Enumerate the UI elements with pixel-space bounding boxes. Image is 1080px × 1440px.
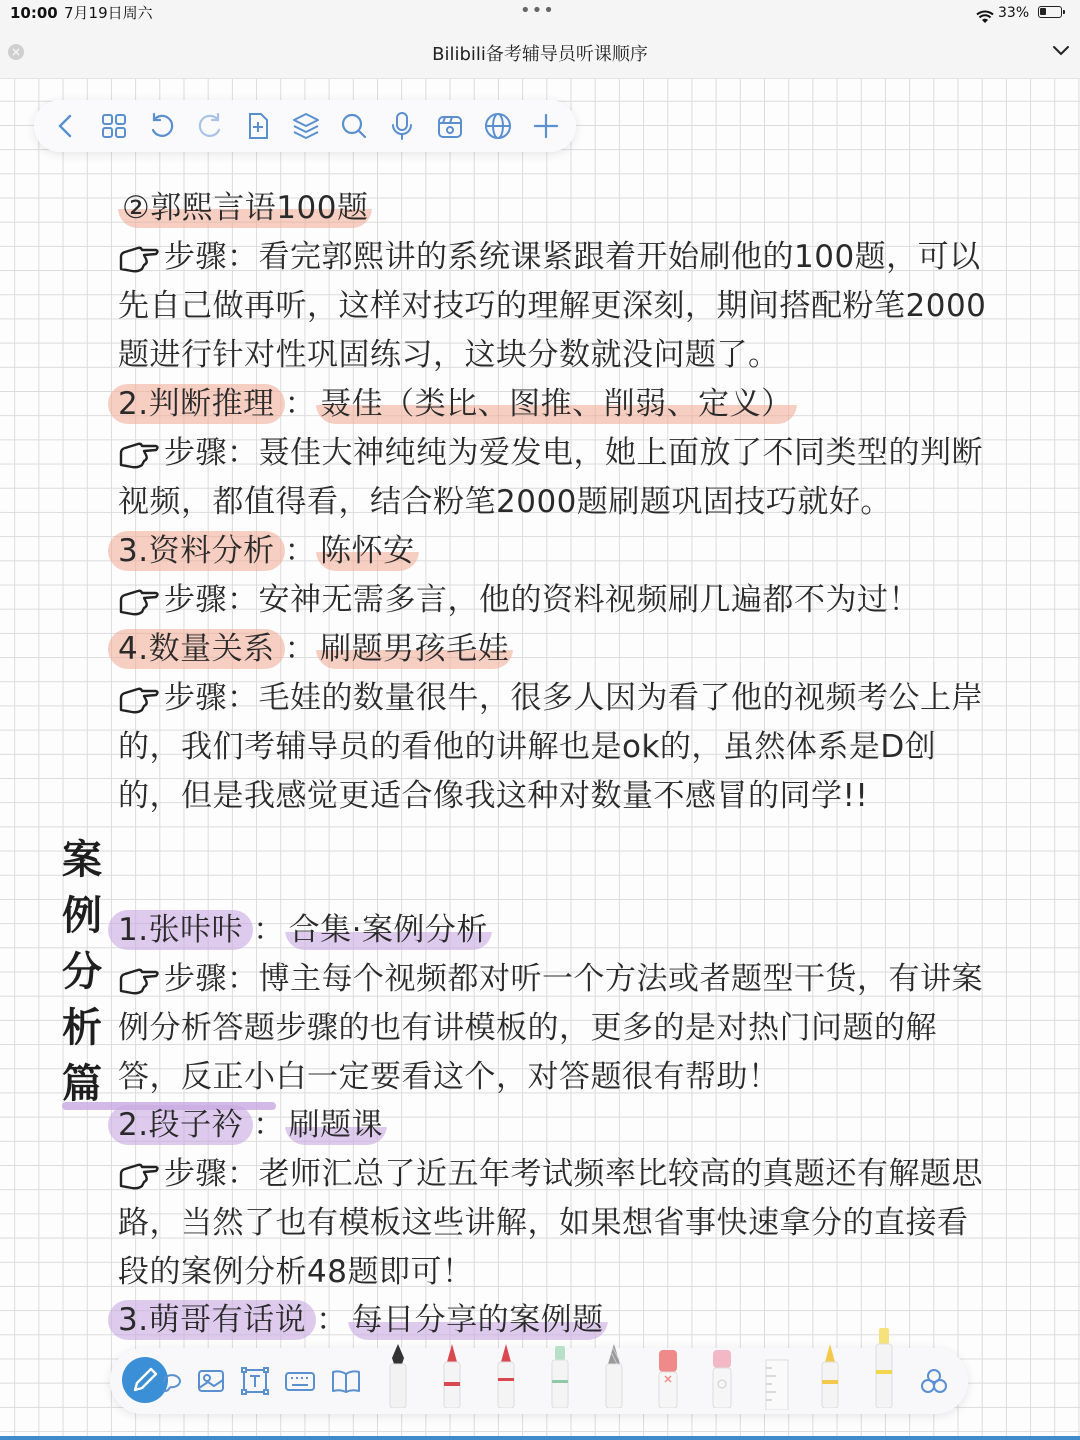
clip-icon[interactable]: [434, 110, 466, 142]
color-palette-icon[interactable]: [918, 1366, 950, 1400]
globe-icon[interactable]: [482, 110, 514, 142]
red-eraser-icon[interactable]: [656, 1348, 680, 1412]
status-date: 7月19日周六: [64, 4, 153, 22]
note-line: 视频，都值得看，结合粉笔2000题刷题巩固技巧就好。: [118, 484, 892, 520]
redo-icon[interactable]: [194, 110, 226, 142]
category-label: 3.萌哥有话说: [108, 1300, 316, 1340]
back-icon[interactable]: [50, 110, 82, 142]
teacher-name: 合集·案例分析: [285, 910, 492, 950]
note-line: 段的案例分析48题即可！: [118, 1254, 474, 1290]
battery-percentage: 33%: [998, 5, 1030, 21]
pointing-hand-icon: [118, 582, 160, 616]
colon: ：: [284, 533, 317, 569]
note-line: 例分析答题步骤的也有讲模板的，更多的是对热门问题的解: [118, 1010, 937, 1046]
note-line: 先自己做再听，这样对技巧的理解更深刻，期间搭配粉笔2000: [118, 288, 987, 324]
title-bar: [0, 26, 1080, 79]
step-text: 步骤：老师汇总了近五年考试频率比较高的真题还有解题思: [164, 1156, 983, 1192]
note-line: 路，当然了也有模板这些讲解，如果想省事快速拿分的直接看: [118, 1205, 969, 1241]
colon: ：: [284, 631, 317, 667]
ruler-icon[interactable]: [762, 1358, 792, 1414]
category-label: 2.段子衿: [108, 1105, 253, 1145]
category-heading: [118, 1101, 1068, 1150]
image-icon[interactable]: [196, 1366, 226, 1400]
red-pencil-icon[interactable]: [494, 1342, 518, 1412]
step-line: [118, 674, 1068, 723]
category-label: 3.资料分析: [108, 531, 285, 571]
step-line: [118, 955, 1068, 1004]
status-bar: [0, 0, 1080, 26]
battery-icon: [1038, 6, 1062, 18]
colon: ：: [253, 1107, 285, 1143]
add-icon[interactable]: [530, 110, 562, 142]
step-text: 步骤：毛娃的数量很牛，很多人因为看了他的视频考公上岸: [164, 680, 983, 716]
red-marker-icon[interactable]: [440, 1342, 464, 1412]
teacher-name: 每日分享的案例题: [348, 1300, 608, 1340]
undo-icon[interactable]: [146, 110, 178, 142]
pointing-hand-icon: [118, 961, 160, 995]
category-label: 2.判断推理: [108, 384, 285, 424]
teacher-name: 聂佳（类比、图推、削弱、定义）: [316, 384, 797, 424]
step-text: 步骤：安神无需多言，他的资料视频刷几遍都不为过！: [164, 582, 920, 618]
category-heading: [118, 380, 1068, 429]
note-line: 答，反正小白一定要看这个，对答题很有帮助！: [118, 1059, 780, 1095]
yellow-highlighter-icon[interactable]: [872, 1326, 896, 1412]
lasso-icon[interactable]: [158, 1368, 184, 1398]
text-box-icon[interactable]: [240, 1366, 270, 1400]
pink-eraser-icon[interactable]: [710, 1348, 734, 1412]
step-line: [118, 1150, 1068, 1199]
microphone-icon[interactable]: [386, 110, 418, 142]
section-heading-text: 案例分析篇: [62, 837, 103, 1107]
category-heading: [118, 625, 1068, 674]
yellow-marker-icon[interactable]: [818, 1342, 842, 1412]
category-heading: [118, 906, 1068, 955]
green-marker-icon[interactable]: [548, 1344, 572, 1412]
step-line: [118, 233, 1068, 282]
status-time: 10:00: [10, 4, 58, 22]
document-title[interactable]: Bilibili备考辅导员听课顺序: [432, 44, 648, 65]
bottom-edge: [0, 1436, 1080, 1440]
highlighted-subtitle: ②郭熙言语100题: [118, 188, 372, 228]
multitask-dots[interactable]: •••: [520, 0, 555, 21]
grid-icon[interactable]: [98, 110, 130, 142]
pointing-hand-icon: [118, 435, 160, 469]
note-line: 的，我们考辅导员的看他的讲解也是ok的，虽然体系是D创: [118, 729, 937, 765]
colon: ：: [316, 1302, 348, 1338]
step-text: 步骤：看完郭熙讲的系统课紧跟着开始刷他的100题，可以: [164, 239, 981, 275]
step-text: 步骤：聂佳大神纯纯为爱发电，她上面放了不同类型的判断: [164, 435, 983, 471]
pointing-hand-icon: [118, 680, 160, 714]
step-text: 步骤：博主每个视频都对听一个方法或者题型干货，有讲案: [164, 961, 983, 997]
navigation-toolbar: [34, 100, 576, 152]
category-label: 4.数量关系: [108, 629, 285, 669]
teacher-name: 刷题男孩毛娃: [316, 629, 513, 669]
gray-pencil-icon[interactable]: [602, 1342, 626, 1412]
layers-icon[interactable]: [290, 110, 322, 142]
search-icon[interactable]: [338, 110, 370, 142]
section-heading: [62, 832, 103, 1112]
note-line: 题进行针对性巩固练习，这块分数就没问题了。: [118, 337, 780, 373]
tool-palette: [110, 1348, 968, 1414]
teacher-name: 陈怀安: [316, 531, 419, 571]
colon: ：: [284, 386, 317, 422]
step-line: [118, 429, 1068, 478]
category-heading: [118, 527, 1068, 576]
book-icon[interactable]: [330, 1366, 362, 1400]
category-heading: [118, 1296, 1068, 1345]
keyboard-icon[interactable]: [284, 1366, 316, 1400]
chevron-down-icon[interactable]: [1052, 42, 1070, 61]
note-line: 的，但是我感觉更适合像我这种对数量不感冒的同学!!: [118, 778, 869, 814]
add-page-icon[interactable]: [242, 110, 274, 142]
step-line: [118, 576, 1068, 625]
category-label: 1.张咔咔: [108, 910, 253, 950]
pointing-hand-icon: [118, 1156, 160, 1190]
fountain-pen-icon[interactable]: [386, 1342, 410, 1412]
colon: ：: [253, 912, 285, 948]
teacher-name: 刷题课: [285, 1105, 388, 1145]
close-icon[interactable]: ×: [8, 44, 24, 60]
note-line: [118, 184, 1068, 233]
battery-level-fill: [1040, 8, 1046, 15]
pointing-hand-icon: [118, 239, 160, 273]
